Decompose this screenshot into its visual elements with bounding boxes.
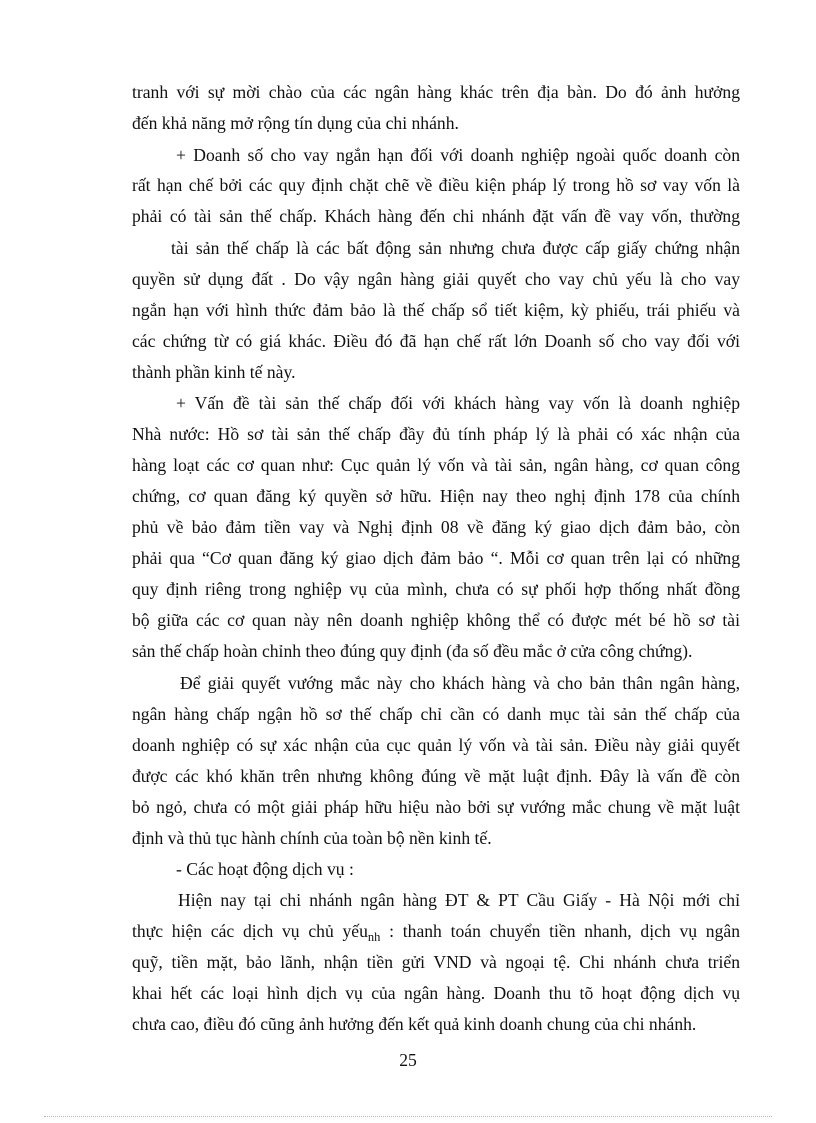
text-fragment: : thanh toán chuyển tiền nhanh, dịch vụ ngân — [380, 921, 740, 941]
text-line: chứng, cơ quan đăng ký quyền sở hữu. Hiện nay theo nghị định 178 của chính — [132, 486, 740, 506]
text-line: + Vấn đề tài sản thế chấp đối với khách hàng vay vốn là doanh nghiệp — [176, 393, 740, 413]
text-line: tài sản thế chấp là các bất động sản nhưng chưa được cấp giấy chứng nhận — [171, 238, 740, 258]
text-line: tranh với sự mời chào của các ngân hàng khác trên địa bàn. Do đó ảnh hưởng — [132, 82, 740, 102]
footer-divider — [44, 1116, 772, 1117]
text-line: quỹ, tiền mặt, bảo lãnh, nhận tiền gửi VND và ngoại tệ. Chi nhánh chưa triển — [132, 952, 740, 972]
text-line: hàng loạt các cơ quan như: Cục quản lý vốn và tài sản, ngân hàng, cơ quan công — [132, 455, 740, 475]
text-line: doanh nghiệp có sự xác nhận của cục quản lý vốn và tài sản. Điều này giải quyết — [132, 735, 740, 755]
text-line: + Doanh số cho vay ngắn hạn đối với doanh nghiệp ngoài quốc doanh còn — [176, 145, 740, 165]
text-line: rất hạn chế bởi các quy định chặt chẽ về điều kiện pháp lý trong hồ sơ vay vốn là — [132, 175, 740, 195]
text-line: định và thủ tục hành chính của toàn bộ nền kinh tế. — [132, 828, 492, 848]
text-line: phủ về bảo đảm tiền vay và Nghị định 08 về đăng ký giao dịch đảm bảo, còn — [132, 517, 740, 537]
text-line: phải có tài sản thế chấp. Khách hàng đến chi nhánh đặt vấn đề vay vốn, thường — [132, 206, 740, 226]
text-line: đến khả năng mở rộng tín dụng của chi nhánh. — [132, 113, 459, 133]
text-line: quyền sử dụng đất . Do vậy ngân hàng giải quyết cho vay chủ yếu là cho vay — [132, 269, 740, 289]
text-line: ngân hàng chấp ngận hồ sơ thế chấp chỉ cần có danh mục tài sản thế chấp của — [132, 704, 740, 724]
text-line: các chứng từ có giá khác. Điều đó đã hạn chế rất lớn Doanh số cho vay đối với — [132, 331, 740, 351]
text-line: quy định riêng trong nghiệp vụ của mình, chưa có sự phối hợp thống nhất đồng — [132, 579, 740, 599]
text-fragment: thực hiện các dịch vụ chủ yếu — [132, 921, 368, 941]
page-number: 25 — [399, 1050, 417, 1070]
text-line — [132, 916, 740, 947]
text-line: chưa cao, điều đó cũng ảnh hưởng đến kết quả kinh doanh chung của chi nhánh. — [132, 1014, 697, 1034]
text-line: ngắn hạn với hình thức đảm bảo là thế chấp sổ tiết kiệm, kỳ phiếu, trái phiếu và — [132, 300, 740, 320]
text-line: Để giải quyết vướng mắc này cho khách hàng và cho bản thân ngân hàng, — [180, 673, 740, 693]
subscript-fragment: nh — [367, 930, 381, 944]
text-line: bỏ ngỏ, chưa có một giải pháp hữu hiệu nào bởi sự vướng mắc chung về mặt luật — [132, 797, 740, 817]
text-line: sản thế chấp hoàn chỉnh theo đúng quy định (đa số đều mắc ở cửa công chứng). — [132, 641, 693, 661]
text-line: Hiện nay tại chi nhánh ngân hàng ĐT & PT Cầu Giấy - Hà Nội mới chỉ — [178, 890, 740, 910]
section-heading: - Các hoạt động dịch vụ : — [176, 859, 354, 879]
text-line: thành phần kinh tế này. — [132, 362, 296, 382]
text-line: phải qua “Cơ quan đăng ký giao dịch đảm bảo “. Mỗi cơ quan trên lại có những — [132, 548, 740, 568]
text-line: được các khó khăn trên nhưng không đúng về mặt luật định. Đây là vấn đề còn — [132, 766, 740, 786]
text-line: bộ giữa các cơ quan này nên doanh nghiệp không thể có được mét bé hồ sơ tài — [132, 610, 740, 630]
text-line: khai hết các loại hình dịch vụ của ngân hàng. Doanh thu tõ hoạt động dịch vụ — [132, 983, 740, 1003]
text-line: Nhà nước: Hồ sơ tài sản thế chấp đầy đủ tính pháp lý là phải có xác nhận của — [132, 424, 740, 444]
